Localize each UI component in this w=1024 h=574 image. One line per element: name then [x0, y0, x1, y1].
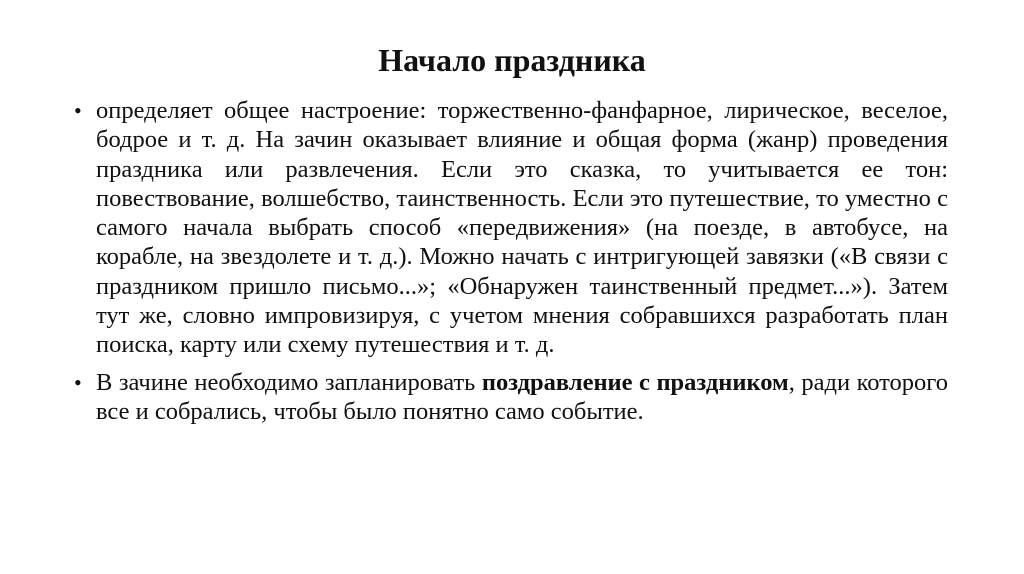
bullet-list	[70, 96, 948, 434]
bullet-text-bold: поздравление с праздником	[481, 368, 789, 396]
bullet-dot-icon: •	[74, 98, 82, 123]
bullet-item	[70, 368, 948, 427]
bullet-dot-icon: •	[74, 369, 82, 395]
bullet-text: определяет общее настроение: торжественно-фанфарное, лирическое, веселое, бодрое и т. д. На зачин оказывает влияние и общая форма (жанр) проведения праздника или развлечения. Если это сказка, то учитывается ее тон: повествование, волшебство, таинственность. Если это путешествие, то уместно с самого начала выбрать способ «передвижения» (на поезде, в автобусе, на корабле, на звездолете и т. д.). Можно начать с интригующей завязки («В связи с праздником пришло письмо...»; «Обнаружен таинственный предмет...»). Затем тут же, словно импровизируя, с учетом мнения собравшихся разработать план поиска, карту или схему путешествия и т. д.	[96, 97, 948, 359]
bullet-text-after: , ради которого все и собрались, чтобы было понятно само событие.	[96, 368, 948, 425]
bullet-text-before: В зачине необходимо запланировать	[96, 368, 482, 396]
bullet-item	[70, 96, 948, 360]
slide-title: Начало праздника	[378, 42, 646, 78]
